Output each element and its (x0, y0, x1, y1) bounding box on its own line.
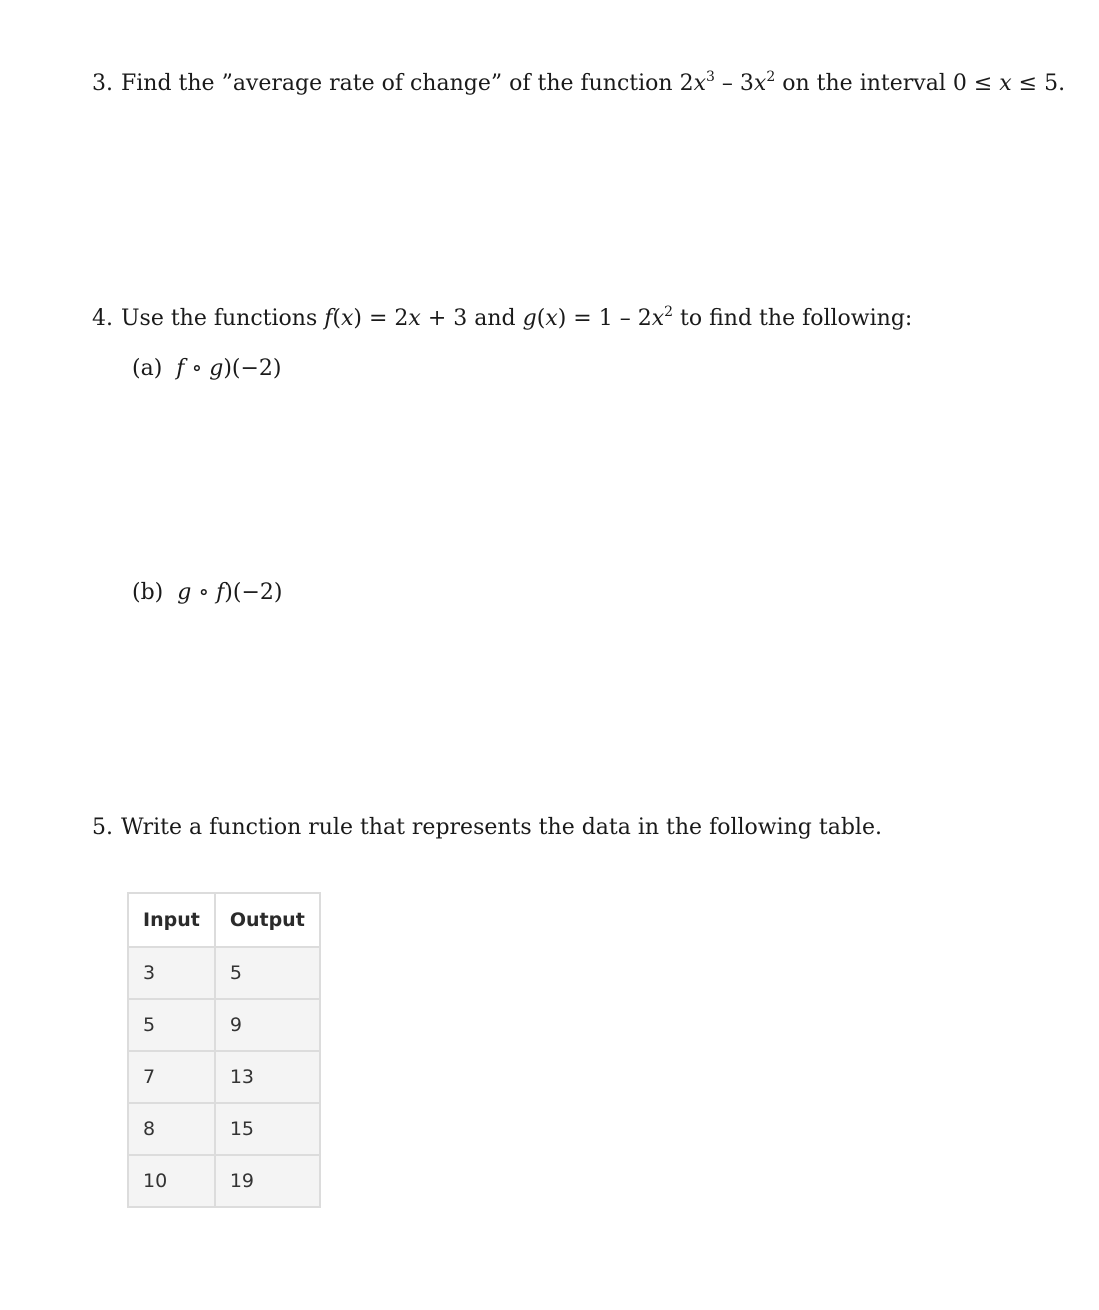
problem-3-mid: – 3 (714, 71, 754, 96)
problem-4-var-x: x (545, 306, 558, 331)
problem-4-outro: to find the following: (673, 306, 913, 331)
problem-4b-op: ∘ (191, 580, 217, 605)
table-row (128, 999, 320, 1051)
problem-4a-label: (a) (132, 356, 163, 381)
problem-5-number: 5. (92, 815, 113, 840)
table-cell-output: 5 (215, 947, 320, 999)
problem-4-var-x: x (408, 306, 421, 331)
table-cell-input: 8 (128, 1103, 215, 1155)
problem-4a-rest: )(−2) (223, 356, 282, 381)
table-cell-output: 9 (215, 999, 320, 1051)
problem-4-intro: Use the functions (121, 306, 325, 331)
table-header-row (128, 893, 320, 947)
problem-4-g: g (522, 306, 537, 331)
problem-5 (92, 814, 882, 842)
problem-4a (132, 355, 282, 383)
problem-3-var-x: x (753, 71, 767, 96)
problem-5-text: Write a function rule that represents the data in the following table. (121, 815, 882, 840)
problem-3 (92, 70, 1065, 98)
problem-4-number: 4. (92, 306, 113, 331)
problem-4-var-x: x (341, 306, 354, 331)
problem-4 (92, 305, 912, 333)
problem-4b-rest: )(−2) (224, 580, 283, 605)
table-cell-input: 7 (128, 1051, 215, 1103)
problem-4-def-g: ) = 1 – 2 (557, 306, 652, 331)
problem-3-text-end: ≤ 5. (1011, 71, 1066, 96)
problem-3-var-x: x (999, 71, 1012, 96)
table-cell-output: 13 (215, 1051, 320, 1103)
table-row (128, 1155, 320, 1207)
table-cell-output: 19 (215, 1155, 320, 1207)
problem-4b-label: (b) (132, 580, 164, 605)
problem-3-exponent-3: 3 (706, 69, 715, 85)
problem-4-f: f (324, 306, 333, 331)
problem-3-text-before: Find the ”average rate of change” of the function 2 (121, 71, 694, 96)
problem-3-number: 3. (92, 71, 113, 96)
problem-4a-op: ∘ (184, 356, 210, 381)
table-header-input: Input (128, 893, 215, 947)
problem-4-exponent: 2 (664, 304, 674, 320)
table-cell-output: 15 (215, 1103, 320, 1155)
problem-3-exponent-2: 2 (766, 69, 776, 85)
problem-4b-g: g (177, 580, 192, 605)
problem-4-def-f-end: + 3 and (420, 306, 523, 331)
table-row (128, 947, 320, 999)
problem-4a-g: g (209, 356, 224, 381)
problem-4-def-f: ) = 2 (353, 306, 409, 331)
problem-4a-f: f (176, 356, 185, 381)
problem-3-text-after: on the interval 0 ≤ (775, 71, 1000, 96)
problem-4-paren: ( (536, 306, 546, 331)
table-cell-input: 5 (128, 999, 215, 1051)
problem-4-var-x: x (651, 306, 665, 331)
table-cell-input: 10 (128, 1155, 215, 1207)
problem-4b (132, 579, 282, 607)
problem-4-paren: ( (332, 306, 341, 331)
table-row (128, 1103, 320, 1155)
input-output-table (127, 892, 321, 1208)
table-cell-input: 3 (128, 947, 215, 999)
table-row (128, 1051, 320, 1103)
table-header-output: Output (215, 893, 320, 947)
problem-4b-f: f (216, 580, 225, 605)
problem-3-var-x: x (693, 71, 707, 96)
